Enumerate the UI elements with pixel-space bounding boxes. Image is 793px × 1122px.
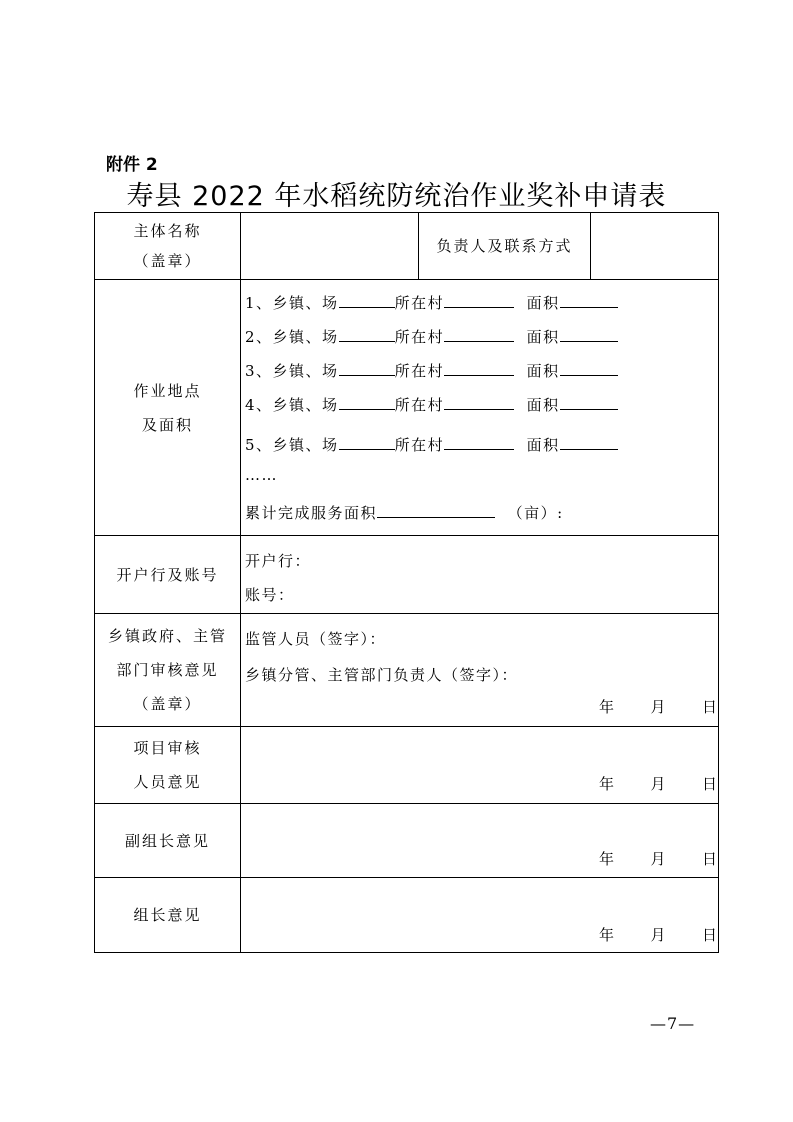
- location-area-1: 面积: [526, 294, 560, 312]
- town-blank-3[interactable]: [339, 361, 395, 376]
- page-number: —7—: [650, 1014, 696, 1033]
- entity-name-field[interactable]: [241, 213, 419, 280]
- entity-name-label-line1: 主体名称: [133, 222, 202, 240]
- form-title: 寿县 2022 年水稻统防统治作业奖补申请表: [126, 181, 667, 212]
- date-month: 月: [650, 850, 666, 868]
- bank-account-field[interactable]: [241, 536, 719, 614]
- town-review-date: [599, 696, 717, 717]
- town-blank-1[interactable]: [339, 293, 395, 308]
- entity-name-label: [95, 213, 241, 280]
- area-blank-4[interactable]: [560, 395, 618, 410]
- area-blank-3[interactable]: [560, 361, 618, 376]
- town-blank-4[interactable]: [339, 395, 395, 410]
- location-num-1: 1: [245, 294, 257, 312]
- deputy-leader-label: 副组长意见: [95, 804, 241, 878]
- total-area-label: 累计完成服务面积: [245, 504, 378, 522]
- location-label-line2: 及面积: [141, 415, 193, 434]
- location-village-5: 所在村: [394, 436, 445, 454]
- leader-label: 组长意见: [95, 878, 241, 953]
- bank-account-label: 开户行及账号: [95, 536, 241, 614]
- department-head-signature-label: 乡镇分管、主管部门负责人（签字）：: [245, 666, 519, 684]
- location-label-line1: 作业地点: [133, 381, 202, 400]
- date-month: 月: [650, 775, 666, 793]
- leader-field[interactable]: [241, 878, 719, 953]
- contact-label: 负责人及联系方式: [419, 213, 591, 280]
- town-review-field[interactable]: [241, 614, 719, 727]
- location-village-3: 所在村: [394, 362, 445, 380]
- date-month: 月: [650, 698, 666, 716]
- village-blank-3[interactable]: [444, 361, 514, 376]
- location-town-3: 、乡镇、场: [256, 362, 339, 380]
- location-town-1: 、乡镇、场: [256, 294, 339, 312]
- project-review-field[interactable]: [241, 727, 719, 804]
- date-month: 月: [650, 926, 666, 944]
- date-day: 日: [701, 698, 717, 716]
- bank-label: 开户行：: [245, 552, 312, 570]
- location-town-4: 、乡镇、场: [256, 396, 339, 414]
- date-day: 日: [701, 926, 717, 944]
- date-year: 年: [599, 698, 615, 716]
- project-review-label-line2: 人员意见: [133, 773, 202, 791]
- location-area-2: 面积: [526, 328, 560, 346]
- area-blank-2[interactable]: [560, 327, 618, 342]
- village-blank-2[interactable]: [444, 327, 514, 342]
- location-town-2: 、乡镇、场: [256, 328, 339, 346]
- attachment-label: 附件 2: [106, 155, 158, 175]
- town-review-label-line2: 部门审核意见: [116, 661, 219, 679]
- total-area-line: [245, 502, 564, 523]
- location-village-1: 所在村: [394, 294, 445, 312]
- project-review-label-line1: 项目审核: [133, 739, 202, 757]
- date-day: 日: [701, 850, 717, 868]
- location-village-2: 所在村: [394, 328, 445, 346]
- supervisor-signature-label: 监管人员（签字）：: [245, 630, 387, 648]
- application-form-table: [94, 212, 719, 953]
- entity-name-label-line2: （盖章）: [133, 252, 202, 270]
- location-area-4: 面积: [526, 396, 560, 414]
- location-field[interactable]: [241, 280, 719, 536]
- village-blank-1[interactable]: [444, 293, 514, 308]
- location-ellipsis: ……: [245, 466, 278, 484]
- town-review-label-line1: 乡镇政府、主管: [107, 627, 227, 645]
- location-num-2: 2: [245, 328, 257, 346]
- location-village-4: 所在村: [394, 396, 445, 414]
- date-year: 年: [599, 775, 615, 793]
- area-blank-1[interactable]: [560, 293, 618, 308]
- project-review-label: [95, 727, 241, 804]
- project-review-date: [599, 773, 717, 794]
- leader-date: [599, 924, 717, 945]
- location-label: [95, 280, 241, 536]
- date-year: 年: [599, 926, 615, 944]
- town-blank-2[interactable]: [339, 327, 395, 342]
- town-blank-5[interactable]: [339, 435, 395, 450]
- location-line-3: [245, 360, 618, 381]
- location-line-4: [245, 394, 618, 415]
- location-num-3: 3: [245, 362, 257, 380]
- date-year: 年: [599, 850, 615, 868]
- village-blank-5[interactable]: [444, 435, 514, 450]
- town-review-label: [95, 614, 241, 727]
- deputy-leader-field[interactable]: [241, 804, 719, 878]
- location-area-3: 面积: [526, 362, 560, 380]
- location-line-5: [245, 434, 618, 455]
- village-blank-4[interactable]: [444, 395, 514, 410]
- location-town-5: 、乡镇、场: [256, 436, 339, 454]
- town-review-label-line3: （盖章）: [133, 695, 202, 713]
- area-blank-5[interactable]: [560, 435, 618, 450]
- location-num-5: 5: [245, 436, 257, 454]
- total-area-blank[interactable]: [377, 503, 495, 518]
- location-line-1: [245, 292, 618, 313]
- location-area-5: 面积: [526, 436, 560, 454]
- location-num-4: 4: [245, 396, 257, 414]
- total-area-unit: （亩）:: [507, 504, 564, 522]
- date-day: 日: [701, 775, 717, 793]
- location-line-2: [245, 326, 618, 347]
- account-label: 账号：: [245, 586, 295, 604]
- contact-field[interactable]: [591, 213, 719, 280]
- deputy-leader-date: [599, 848, 717, 869]
